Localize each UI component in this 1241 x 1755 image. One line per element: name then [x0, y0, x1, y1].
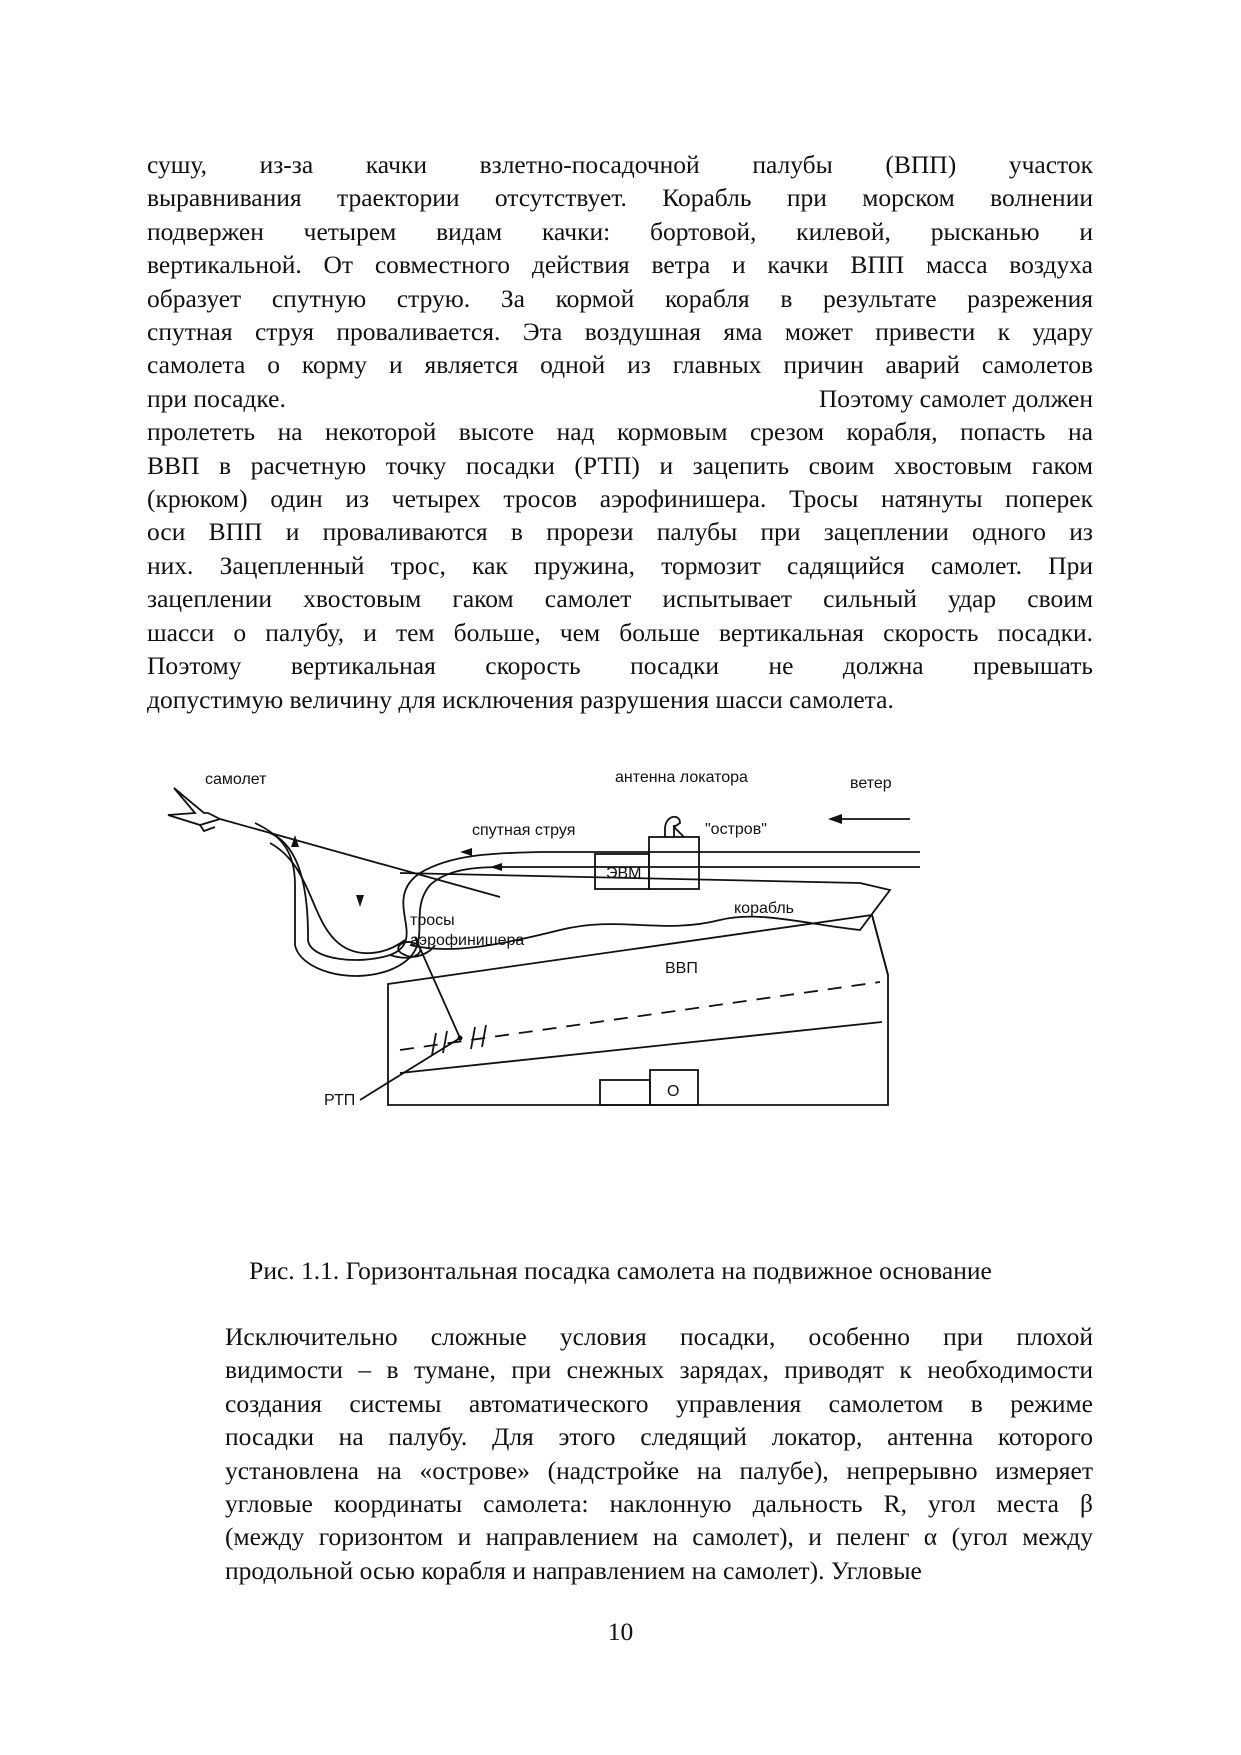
arresting-wire-1	[432, 1033, 436, 1055]
label-o: О	[667, 1083, 680, 1100]
wake-arrow-1	[460, 848, 472, 856]
wake-curve-outer	[270, 833, 920, 960]
text-line: пролететь на некоторой высоте над кормовым срезом корабля, попасть на	[147, 417, 1093, 447]
text-line: продольной осью корабля и направлением на самолет). Угловые	[225, 1555, 922, 1585]
text-line: них. Зацепленный трос, как пружина, тормозит садящийся самолет. При	[147, 550, 1093, 580]
label-evm: ЭВМ	[606, 865, 642, 882]
text-line: Поэтому вертикальная скорость посадки не должна превышать	[147, 651, 1093, 681]
text-line: установлена на «острове» (надстройке на палубе), непрерывно измеряет	[225, 1455, 1093, 1485]
label-trosy: тросы	[410, 912, 455, 929]
text-line: посадки на палубу. Для этого следящий локатор, антенна которого	[225, 1422, 1093, 1452]
text-line: подвержен четырем видам качки: бортовой, килевой, рысканью и	[147, 216, 1093, 246]
text-line: вертикальной. От совместного действия ветра и качки ВПП масса воздуха	[147, 250, 1093, 280]
island-box	[649, 837, 699, 889]
deck-edge-line	[400, 1022, 882, 1073]
arresting-wire-4	[482, 1025, 486, 1047]
label-antenna: антенна локатора	[615, 769, 748, 786]
text-line: оси ВПП и проваливаются в прорези палубы при зацеплении одного из	[147, 517, 1093, 547]
figure-landing-diagram	[160, 755, 1010, 1215]
label-vvp: ВВП	[665, 960, 698, 977]
wires-pointer-line	[415, 937, 460, 1038]
paragraph-1	[147, 148, 1093, 716]
wind-arrow-head	[828, 814, 842, 824]
text-line: допустимую величину для исключения разрушения шасси самолета.	[147, 684, 894, 714]
text-line: ВВП в расчетную точку посадки (РТП) и зацепить своим хвостовым гаком	[147, 450, 1093, 480]
wake-arrow-2	[490, 863, 502, 871]
text-line: (крюком) один из четырех тросов аэрофинишера. Тросы натянуты поперек	[147, 484, 1093, 514]
text-line: сушу, из-за качки взлетно-посадочной палубы (ВПП) участок	[147, 150, 1093, 179]
text-line: выравнивания траектории отсутствует. Корабль при морском волнении	[147, 183, 1093, 213]
label-aerofinisher: аэрофинишера	[410, 932, 525, 949]
wake-curve-mid	[270, 843, 405, 953]
label-samolet: самолет	[205, 771, 267, 788]
wake-arrow-down	[356, 895, 364, 907]
label-korabl: корабль	[734, 900, 794, 917]
text-line: Исключительно сложные условия посадки, особенно при плохой	[225, 1322, 1093, 1351]
label-veter: ветер	[850, 775, 892, 792]
deck-box-small	[600, 1080, 650, 1105]
label-sputnaya: спутная струя	[472, 822, 576, 839]
text-line-part: при посадке.	[147, 383, 286, 413]
label-rtp: РТП	[324, 1092, 356, 1109]
text-line: угловые координаты самолета: наклонную дальность R, угол места β	[225, 1489, 1093, 1519]
text-line-part: Поэтому самолет должен	[818, 383, 1093, 413]
aircraft-shape	[168, 788, 220, 825]
text-line: шасси о палубу, и тем больше, чем больше вертикальная скорость посадки.	[147, 617, 1093, 647]
page-number: 10	[607, 1617, 634, 1646]
label-ostrov: "остров"	[705, 821, 767, 838]
text-line: образует спутную струю. За кормой корабля в результате разрежения	[147, 283, 1093, 313]
text-line: видимости – в тумане, при снежных зарядах, приводят к необходимости	[225, 1355, 1093, 1385]
figure-caption: Рис. 1.1. Горизонтальная посадка самолета на подвижное основание	[249, 1256, 992, 1285]
arresting-wire-2	[443, 1031, 447, 1053]
text-line: (между горизонтом и направлением на самолет), и пеленг α (угол между	[225, 1522, 1093, 1552]
text-line: спутная струя проваливается. Эта воздушная яма может привести к удару	[147, 317, 1093, 347]
paragraph-2	[147, 1320, 1093, 1587]
text-line: создания системы автоматического управления самолетом в режиме	[225, 1388, 1093, 1418]
text-line: зацеплении хвостовым гаком самолет испытывает сильный удар своим	[147, 584, 1093, 614]
text-line: самолета о корму и является одной из главных причин аварий самолетов	[147, 350, 1093, 380]
antenna-icon	[665, 817, 684, 837]
arresting-wire-3	[471, 1027, 475, 1049]
text-line	[147, 382, 1093, 415]
